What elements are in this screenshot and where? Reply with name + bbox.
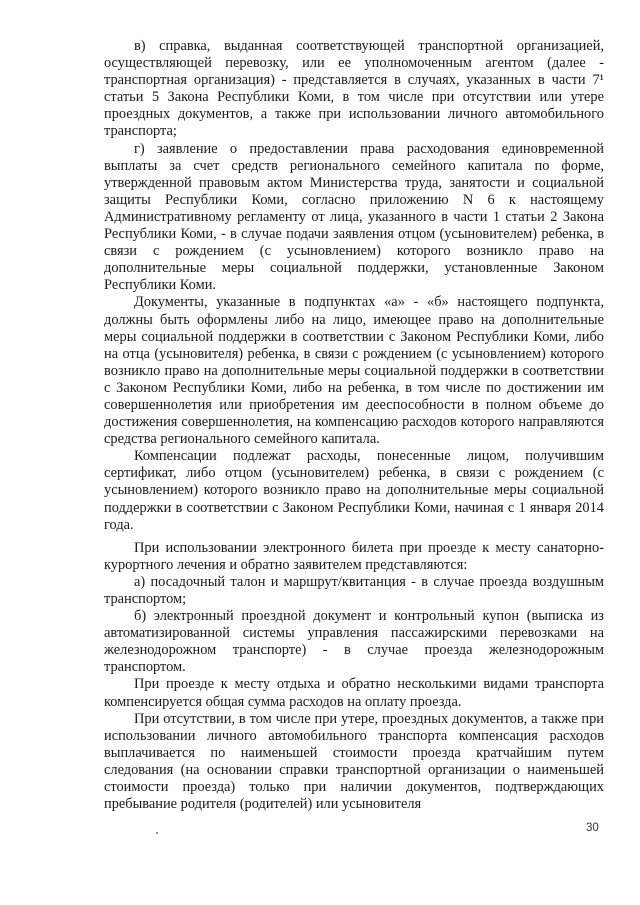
paragraph-dokumenty: Документы, указанные в подпунктах «а» - «б» настоящего подпункта, должны быть оформлены либо на лицо, имеющее право на дополнительные меры социальной поддержки в соответствии с Законом Республики Коми, либо на отца (усыновителя) ребенка, в связи с рождением (с усыновлением) которого возникло право на дополнительные меры социальной поддержки в соответствии с Законом Республики Коми, либо на ребенка, в том числе по достижении им совершеннолетия или приобретения им дееспособности в полном объеме до достижения совершеннолетия, на компенсацию расходов которого направляются средства регионального семейного капитала. bbox=[104, 294, 604, 448]
scan-speck bbox=[156, 832, 158, 834]
paragraph-neskolko-vidov: При проезде к месту отдыха и обратно несколькими видами транспорта компенсируется общая сумма расходов на оплату проезда. bbox=[104, 676, 604, 710]
paragraph-elektronnyi-bilet: При использовании электронного билета при проезде к месту санаторно-курортного лечения и обратно заявителем представляются: bbox=[104, 539, 604, 573]
body-text bbox=[104, 38, 604, 813]
paragraph-kompensacii: Компенсации подлежат расходы, понесенные лицом, получившим сертификат, либо отцом (усыновителем) ребенка, в связи с рождением (с усыновлением) которого возникло право на дополнительные меры социальной поддержки в соответствии с Законом Республики Коми, начиная с 1 января 2014 года. bbox=[104, 448, 604, 533]
paragraph-g-zayavlenie: г) заявление о предоставлении права расходования единовременной выплаты за счет средств регионального семейного капитала по форме, утвержденной правовым актом Министерства труда, занятости и социальной защиты Республики Коми, согласно приложению N 6 к настоящему Административному регламенту от лица, указанного в части 1 статьи 2 Закона Республики Коми, - в случае подачи заявления отцом (усыновителем) ребенка, в связи с рождением (с усыновлением) которого возникло право на дополнительные меры социальной поддержки, установленные Законом Республики Коми. bbox=[104, 140, 604, 294]
paragraph-v-spravka: в) справка, выданная соответствующей транспортной организацией, осуществляющей перевозку, или ее уполномоченным агентом (далее - транспортная организация) - представляется в случаях, указанных в части 7¹ статьи 5 Закона Республики Коми, в том числе при отсутствии или утере проездных документов, а также при использовании личного автомобильного транспорта; bbox=[104, 38, 604, 140]
list-item-b-elektronnyi-dokument: б) электронный проездной документ и контрольный купон (выписка из автоматизированной системы управления пассажирскими перевозками на железнодорожном транспорте) - в случае проезда железнодорожным транспортом. bbox=[104, 608, 604, 676]
page-number: 30 bbox=[586, 822, 599, 834]
paragraph-otsutstvie-dokumentov: При отсутствии, в том числе при утере, проездных документов, а также при использовании личного автомобильного транспорта компенсация расходов выплачивается по наименьшей стоимости проезда кратчайшим путем следования (на основании справки транспортной организации о наименьшей стоимости проезда) только при наличии документов, подтверждающих пребывание родителя (родителей) или усыновителя bbox=[104, 710, 604, 813]
list-item-a-posadochnyi-talon: а) посадочный талон и маршрут/квитанция - в случае проезда воздушным транспортом; bbox=[104, 573, 604, 607]
